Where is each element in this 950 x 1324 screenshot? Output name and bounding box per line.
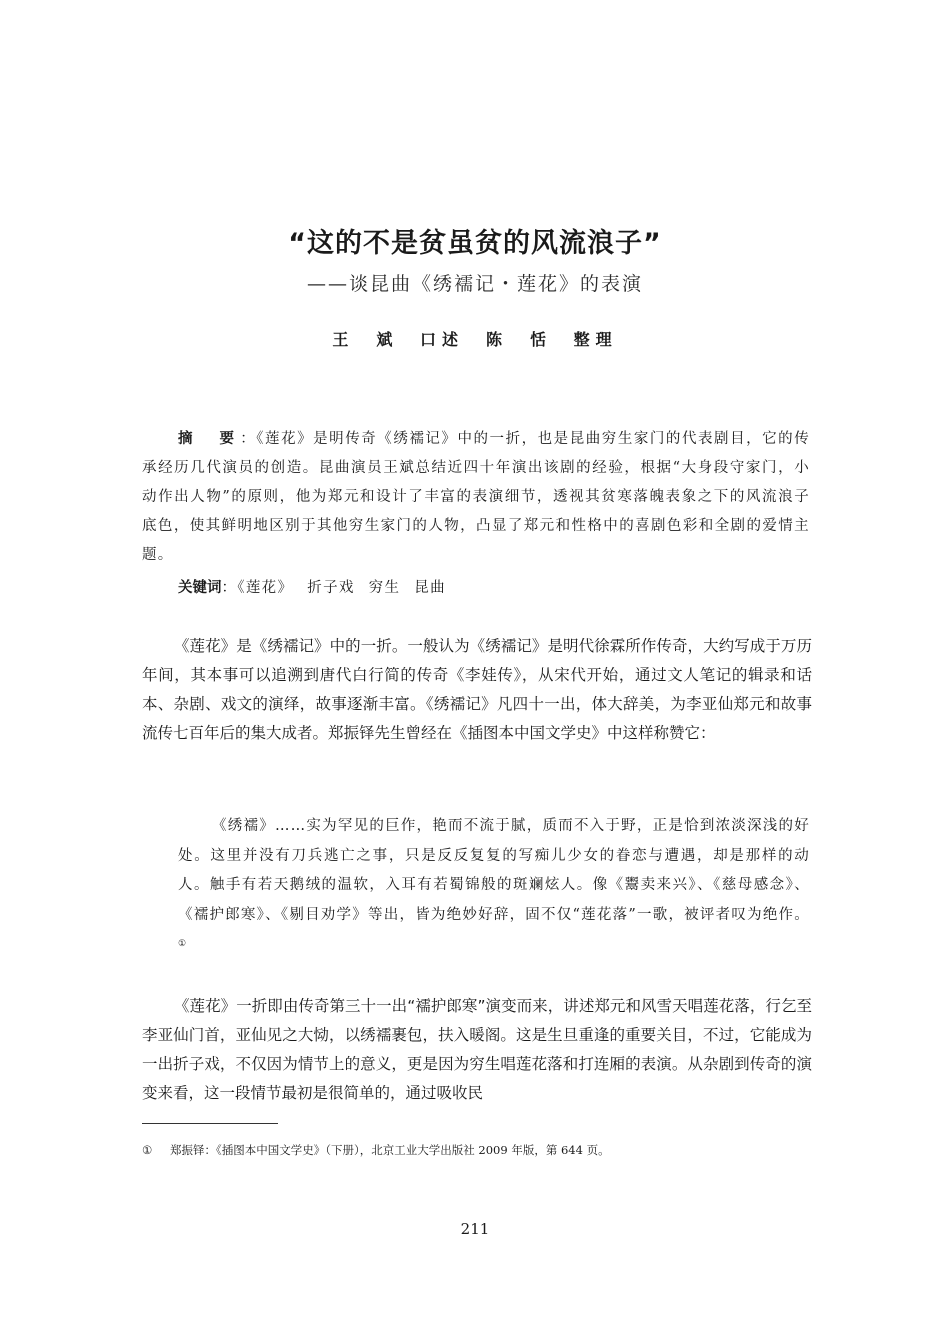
keywords-separator: ：: [221, 580, 238, 596]
body-paragraph-2: 《莲花》一折即由传奇第三十一出“襦护郎寒”演变而来，讲述郑元和风雪天唱莲花落，行乞至李亚仙门首，亚仙见之大恸，以绣襦裹包，扶入暖阁。这是生旦重逢的重要关目，不过，它能成为一出折子戏，不仅因为情节上的意义，更是因为穷生唱莲花落和打连厢的表演。从杂剧到传奇的演变来看，这一段情节最初是很简单的，通过吸收民: [142, 997, 812, 1102]
abstract-label: 摘 要: [178, 431, 241, 447]
keyword-item: 《莲花》: [237, 580, 294, 596]
body-paragraph-1: 《莲花》是《绣襦记》中的一折。一般认为《绣襦记》是明代徐霖所作传奇，大约写成于万历年间，其本事可以追溯到唐代白行简的传奇《李娃传》，从宋代开始，通过文人笔记的辑录和话本、杂剧、戏文的演绎，故事逐渐丰富。《绣襦记》凡四十一出，体大辞美，为李亚仙郑元和故事流传七百年后的集大成者。郑振铎先生曾经在《插图本中国文学史》中这样称赞它：: [142, 637, 812, 742]
block-quote: [178, 812, 810, 963]
footnote-divider: [142, 1123, 278, 1124]
footnote: [142, 1141, 810, 1159]
page-number: 211: [460, 1220, 490, 1238]
article-title: “这的不是贫虽贫的风流浪子”: [288, 228, 662, 259]
keyword-item: 昆曲: [414, 580, 446, 596]
footnote-reference[interactable]: ①: [178, 939, 188, 949]
keyword-item: 穷生: [368, 580, 401, 596]
footnote-text: 郑振铎：《插图本中国文学史》（下册），北京工业大学出版社 2009 年版，第 644 页。: [170, 1143, 610, 1157]
article-authors: 王 斌 口述 陈 恬 整理: [332, 330, 618, 349]
keyword-item: 折子戏: [307, 580, 355, 596]
abstract: [142, 425, 810, 570]
keywords-label: 关键词: [178, 580, 222, 596]
article-subtitle: ——谈昆曲《绣襦记・莲花》的表演: [306, 273, 643, 295]
footnote-mark: ①: [142, 1143, 153, 1157]
block-quote-text: 《绣襦》……实为罕见的巨作，艳而不流于腻，质而不入于野，正是恰到浓淡深浅的好处。这里并没有刀兵逃亡之事，只是反反复复的写痴儿少女的眷恋与遭遇，却是那样的动人。触手有若天鹅绒的温软，入耳有若蜀锦般的斑斓炫人。像《鬻卖来兴》、《慈母感念》、《襦护郎寒》、《剔目劝学》等出，皆为绝妙好辞，固不仅“莲花落”一歌，被评者叹为绝作。: [178, 818, 810, 923]
keywords: [178, 574, 810, 603]
abstract-text: ：《莲花》是明传奇《绣襦记》中的一折，也是昆曲穷生家门的代表剧目，它的传承经历几代演员的创造。昆曲演员王斌总结近四十年演出该剧的经验，根据“大身段守家门，小动作出人物”的原则，他为郑元和设计了丰富的表演细节，透视其贫寒落魄表象之下的风流浪子底色，使其鲜明地区别于其他穷生家门的人物，凸显了郑元和性格中的喜剧色彩和全剧的爱情主题。: [142, 431, 811, 563]
